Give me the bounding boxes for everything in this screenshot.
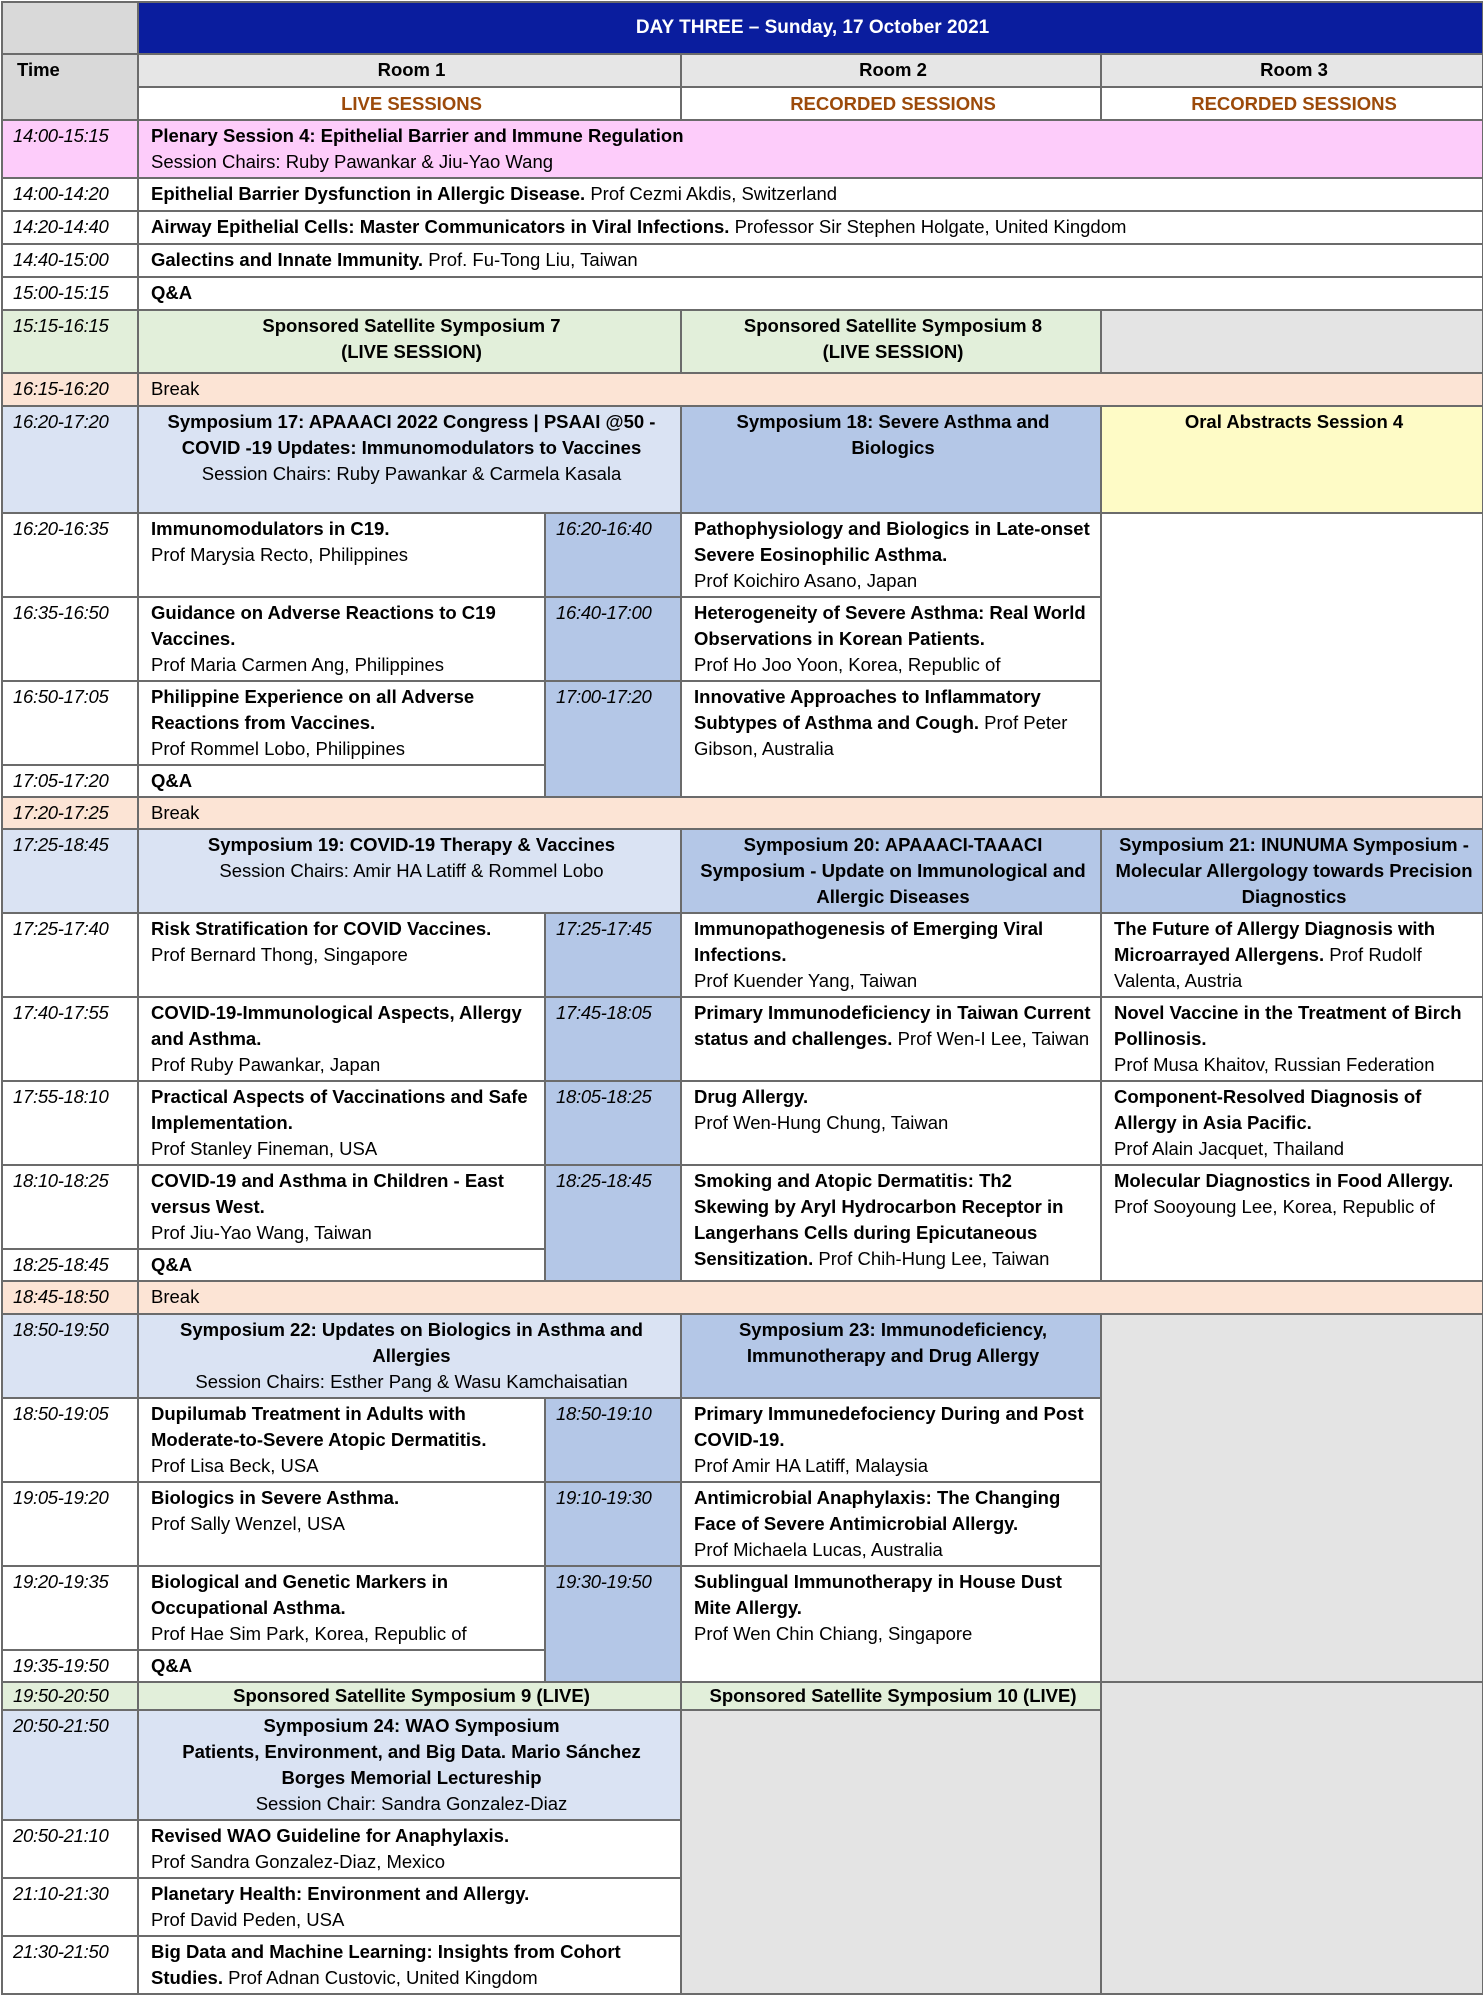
- talk-speaker: Prof Maria Carmen Ang, Philippines: [151, 654, 445, 675]
- talk-cell: [138, 681, 545, 765]
- talk-cell: [681, 681, 1101, 797]
- talk-speaker: Prof Koichiro Asano, Japan: [694, 570, 918, 591]
- symposium-24-header: [138, 1710, 681, 1820]
- talk-speaker: Prof Michaela Lucas, Australia: [694, 1539, 943, 1560]
- session-title: Symposium 19: COVID-19 Therapy & Vaccines: [207, 834, 616, 855]
- break-cell: Break: [138, 1281, 1483, 1314]
- talk-cell: [681, 1081, 1101, 1165]
- satellite-mode: (LIVE SESSION): [822, 341, 964, 362]
- talk-title: The Future of Allergy Diagnosis with Microarrayed Allergens.: [1114, 918, 1436, 965]
- talk-title: COVID-19 and Asthma in Children - East versus West.: [151, 1170, 504, 1217]
- talk-speaker: Prof Stanley Fineman, USA: [151, 1138, 378, 1159]
- talk-speaker: Prof Marysia Recto, Philippines: [151, 544, 409, 565]
- time-cell: 15:15-16:15: [2, 310, 138, 373]
- talk-cell: [138, 997, 545, 1081]
- talk-speaker: Professor Sir Stephen Holgate, United Kingdom: [729, 216, 1127, 237]
- talk-speaker: Prof Alain Jacquet, Thailand: [1114, 1138, 1345, 1159]
- talk-cell: [1101, 1165, 1483, 1281]
- room-2-time-cell: 16:40-17:00: [545, 597, 681, 681]
- talk-speaker: Prof Jiu-Yao Wang, Taiwan: [151, 1222, 372, 1243]
- talk-speaker: Prof Adnan Custovic, United Kingdom: [222, 1967, 538, 1988]
- talk-title: Primary Immunedefociency During and Post COVID-19.: [694, 1403, 1084, 1450]
- talk-cell: [138, 597, 545, 681]
- talk-cell: [681, 913, 1101, 997]
- talk-cell: [138, 211, 1483, 244]
- talk-speaker: Prof Rommel Lobo, Philippines: [151, 738, 405, 759]
- time-cell: 18:50-19:05: [2, 1398, 138, 1482]
- satellite-mode: (LIVE SESSION): [341, 341, 482, 362]
- header-corner: [2, 2, 138, 54]
- talk-speaker: Prof Wen-I Lee, Taiwan: [892, 1028, 1090, 1049]
- talk-title: Molecular Diagnostics in Food Allergy.: [1114, 1170, 1454, 1191]
- time-cell: 19:05-19:20: [2, 1482, 138, 1566]
- talk-cell: [1101, 997, 1483, 1081]
- satellite-symposium-9: Sponsored Satellite Symposium 9 (LIVE): [138, 1682, 681, 1710]
- talk-cell: [681, 1398, 1101, 1482]
- time-cell: 20:50-21:10: [2, 1820, 138, 1878]
- talk-title: Antimicrobial Anaphylaxis: The Changing Face of Severe Antimicrobial Allergy.: [694, 1487, 1061, 1534]
- session-title: Symposium 22: Updates on Biologics in Asthma and Allergies: [180, 1319, 643, 1366]
- talk-speaker: Prof Rudolf Valenta, Austria: [1114, 944, 1422, 991]
- talk-title: Immunomodulators in C19.: [151, 518, 390, 539]
- room-2-header: Room 2: [681, 54, 1101, 87]
- empty-cell: [1101, 310, 1483, 373]
- time-cell: 17:40-17:55: [2, 997, 138, 1081]
- session-title: Plenary Session 4: Epithelial Barrier and Immune Regulation: [151, 125, 684, 146]
- empty-cell: [681, 1710, 1101, 1994]
- talk-title: Guidance on Adverse Reactions to C19 Vaccines.: [151, 602, 496, 649]
- qa-cell: Q&A: [138, 277, 1483, 310]
- plenary-session-cell: [138, 120, 1483, 178]
- day-title: DAY THREE – Sunday, 17 October 2021: [138, 2, 1483, 54]
- talk-speaker: Prof Amir HA Latiff, Malaysia: [694, 1455, 929, 1476]
- talk-title: Biologics in Severe Asthma.: [151, 1487, 400, 1508]
- symposium-21-header: Symposium 21: INUNUMA Symposium - Molecular Allergology towards Precision Diagnostics: [1101, 829, 1483, 913]
- empty-cell: [1101, 1682, 1483, 1994]
- empty-cell: [1101, 1314, 1483, 1682]
- satellite-symposium-10: Sponsored Satellite Symposium 10 (LIVE): [681, 1682, 1101, 1710]
- talk-cell: [681, 997, 1101, 1081]
- talk-cell: [138, 178, 1483, 211]
- time-cell: 16:20-17:20: [2, 406, 138, 513]
- talk-cell: [138, 244, 1483, 277]
- talk-cell: [138, 1936, 681, 1994]
- talk-title: Risk Stratification for COVID Vaccines.: [151, 918, 492, 939]
- talk-speaker: Prof Sally Wenzel, USA: [151, 1513, 345, 1534]
- talk-title: Smoking and Atopic Dermatitis: Th2 Skewing by Aryl Hydrocarbon Receptor in Langerhans Cells during Epicutaneous Sensitization.: [694, 1170, 1064, 1269]
- talk-cell: [681, 1566, 1101, 1682]
- talk-cell: [138, 1878, 681, 1936]
- talk-title: Revised WAO Guideline for Anaphylaxis.: [151, 1825, 510, 1846]
- time-cell: 17:20-17:25: [2, 797, 138, 829]
- talk-title: Philippine Experience on all Adverse Reactions from Vaccines.: [151, 686, 475, 733]
- session-chairs: Session Chairs: Ruby Pawankar & Carmela Kasala: [201, 463, 622, 484]
- talk-title: Biological and Genetic Markers in Occupational Asthma.: [151, 1571, 449, 1618]
- talk-title: Primary Immunodeficiency in Taiwan Current status and challenges.: [694, 1002, 1091, 1049]
- room-1-mode: LIVE SESSIONS: [138, 87, 681, 120]
- session-title: Symposium 24: WAO Symposium: [263, 1715, 560, 1736]
- talk-cell: [1101, 913, 1483, 997]
- session-chairs: Session Chairs: Esther Pang & Wasu Kamchaisatian: [195, 1371, 628, 1392]
- room-2-time-cell: 16:20-16:40: [545, 513, 681, 597]
- room-2-time-cell: 18:50-19:10: [545, 1398, 681, 1482]
- talk-cell: [138, 1081, 545, 1165]
- qa-cell: Q&A: [138, 1249, 545, 1281]
- talk-title: Heterogeneity of Severe Asthma: Real World Observations in Korean Patients.: [694, 602, 1086, 649]
- talk-title: Immunopathogenesis of Emerging Viral Infections.: [694, 918, 1044, 965]
- talk-cell: [681, 1165, 1101, 1281]
- time-cell: 16:35-16:50: [2, 597, 138, 681]
- room-2-time-cell: 18:25-18:45: [545, 1165, 681, 1281]
- talk-title: Airway Epithelial Cells: Master Communicators in Viral Infections.: [151, 216, 730, 237]
- room-2-time-cell: 17:45-18:05: [545, 997, 681, 1081]
- talk-speaker: Prof Musa Khaitov, Russian Federation: [1114, 1054, 1435, 1075]
- satellite-title: Sponsored Satellite Symposium 7: [262, 315, 561, 336]
- time-cell: 17:25-17:40: [2, 913, 138, 997]
- time-cell: 14:00-14:20: [2, 178, 138, 211]
- time-cell: 18:45-18:50: [2, 1281, 138, 1314]
- talk-speaker: Prof Peter Gibson, Australia: [694, 712, 1068, 759]
- program-table: [1, 1, 1483, 1995]
- talk-cell: [138, 913, 545, 997]
- talk-cell: [138, 1165, 545, 1249]
- break-cell: Break: [138, 373, 1483, 406]
- symposium-19-header: [138, 829, 681, 913]
- break-cell: Break: [138, 797, 1483, 829]
- symposium-17-header: [138, 406, 681, 513]
- time-cell: 16:15-16:20: [2, 373, 138, 406]
- time-cell: 20:50-21:50: [2, 1710, 138, 1820]
- talk-title: Dupilumab Treatment in Adults with Moderate-to-Severe Atopic Dermatitis.: [151, 1403, 487, 1450]
- talk-speaker: Prof Ruby Pawankar, Japan: [151, 1054, 381, 1075]
- talk-title: Galectins and Innate Immunity.: [151, 249, 424, 270]
- time-cell: 19:35-19:50: [2, 1650, 138, 1682]
- qa-cell: Q&A: [138, 1650, 545, 1682]
- time-cell: 14:40-15:00: [2, 244, 138, 277]
- talk-speaker: Prof. Fu-Tong Liu, Taiwan: [423, 249, 638, 270]
- talk-title: Drug Allergy.: [694, 1086, 809, 1107]
- time-cell: 21:10-21:30: [2, 1878, 138, 1936]
- session-subtitle: Patients, Environment, and Big Data. Mario Sánchez Borges Memorial Lectureship: [182, 1741, 641, 1788]
- talk-cell: [138, 513, 545, 597]
- talk-cell: [681, 513, 1101, 597]
- talk-title: Epithelial Barrier Dysfunction in Allergic Disease.: [151, 183, 586, 204]
- time-cell: 21:30-21:50: [2, 1936, 138, 1994]
- room-2-time-cell: 17:00-17:20: [545, 681, 681, 797]
- talk-title: Planetary Health: Environment and Allergy.: [151, 1883, 530, 1904]
- talk-cell: [138, 1566, 545, 1650]
- talk-speaker: Prof Sandra Gonzalez-Diaz, Mexico: [151, 1851, 446, 1872]
- talk-speaker: Prof Wen-Hung Chung, Taiwan: [694, 1112, 949, 1133]
- empty-cell: [1101, 513, 1483, 797]
- satellite-symposium-7: [138, 310, 681, 373]
- session-title: Symposium 17: APAAACI 2022 Congress | PSAAI @50 - COVID -19 Updates: Immunomodulators to Vaccines: [167, 411, 656, 458]
- symposium-20-header: Symposium 20: APAAACI-TAAACI Symposium - Update on Immunological and Allergic Diseases: [681, 829, 1101, 913]
- talk-speaker: Prof Cezmi Akdis, Switzerland: [585, 183, 838, 204]
- satellite-symposium-8: [681, 310, 1101, 373]
- talk-title: Practical Aspects of Vaccinations and Safe Implementation.: [151, 1086, 528, 1133]
- room-2-time-cell: 19:10-19:30: [545, 1482, 681, 1566]
- qa-cell: Q&A: [138, 765, 545, 797]
- time-cell: 14:20-14:40: [2, 211, 138, 244]
- time-cell: 19:20-19:35: [2, 1566, 138, 1650]
- talk-title: COVID-19-Immunological Aspects, Allergy and Asthma.: [151, 1002, 522, 1049]
- room-3-header: Room 3: [1101, 54, 1483, 87]
- room-2-time-cell: 17:25-17:45: [545, 913, 681, 997]
- session-chairs: Session Chairs: Amir HA Latiff & Rommel Lobo: [219, 860, 604, 881]
- talk-title: Innovative Approaches to Inflammatory Subtypes of Asthma and Cough.: [694, 686, 1041, 733]
- time-cell: 14:00-15:15: [2, 120, 138, 178]
- room-2-mode: RECORDED SESSIONS: [681, 87, 1101, 120]
- talk-cell: [681, 1482, 1101, 1566]
- time-cell: 19:50-20:50: [2, 1682, 138, 1710]
- talk-speaker: Prof Ho Joo Yoon, Korea, Republic of: [694, 654, 1001, 675]
- talk-speaker: Prof Lisa Beck, USA: [151, 1455, 319, 1476]
- satellite-title: Sponsored Satellite Symposium 8: [743, 315, 1043, 336]
- time-cell: 16:20-16:35: [2, 513, 138, 597]
- symposium-23-header: Symposium 23: Immunodeficiency, Immunotherapy and Drug Allergy: [681, 1314, 1101, 1398]
- room-2-time-cell: 18:05-18:25: [545, 1081, 681, 1165]
- room-1-header: Room 1: [138, 54, 681, 87]
- time-cell: 17:05-17:20: [2, 765, 138, 797]
- talk-cell: [1101, 1081, 1483, 1165]
- time-cell: 17:55-18:10: [2, 1081, 138, 1165]
- time-cell: 16:50-17:05: [2, 681, 138, 765]
- oral-abstracts-4-header: Oral Abstracts Session 4: [1101, 406, 1483, 513]
- talk-title: Novel Vaccine in the Treatment of Birch Pollinosis.: [1114, 1002, 1462, 1049]
- talk-title: Pathophysiology and Biologics in Late-onset Severe Eosinophilic Asthma.: [694, 518, 1090, 565]
- talk-speaker: Prof David Peden, USA: [151, 1909, 345, 1930]
- talk-speaker: Prof Wen Chin Chiang, Singapore: [694, 1623, 973, 1644]
- talk-cell: [138, 1482, 545, 1566]
- time-cell: 18:10-18:25: [2, 1165, 138, 1249]
- talk-cell: [138, 1398, 545, 1482]
- time-column-header: Time: [2, 54, 138, 120]
- talk-speaker: Prof Sooyoung Lee, Korea, Republic of: [1114, 1196, 1435, 1217]
- time-cell: 17:25-18:45: [2, 829, 138, 913]
- talk-speaker: Prof Kuender Yang, Taiwan: [694, 970, 918, 991]
- symposium-18-header: Symposium 18: Severe Asthma and Biologics: [681, 406, 1101, 513]
- time-cell: 18:25-18:45: [2, 1249, 138, 1281]
- time-cell: 18:50-19:50: [2, 1314, 138, 1398]
- room-2-time-cell: 19:30-19:50: [545, 1566, 681, 1682]
- talk-speaker: Prof Bernard Thong, Singapore: [151, 944, 408, 965]
- talk-cell: [138, 1820, 681, 1878]
- talk-cell: [681, 597, 1101, 681]
- talk-title: Big Data and Machine Learning: Insights from Cohort Studies.: [151, 1941, 621, 1988]
- talk-title: Component-Resolved Diagnosis of Allergy in Asia Pacific.: [1114, 1086, 1422, 1133]
- session-chairs: Session Chair: Sandra Gonzalez-Diaz: [255, 1793, 568, 1814]
- symposium-22-header: [138, 1314, 681, 1398]
- talk-title: Sublingual Immunotherapy in House Dust Mite Allergy.: [694, 1571, 1062, 1618]
- talk-speaker: Prof Hae Sim Park, Korea, Republic of: [151, 1623, 467, 1644]
- time-cell: 15:00-15:15: [2, 277, 138, 310]
- room-3-mode: RECORDED SESSIONS: [1101, 87, 1483, 120]
- talk-speaker: Prof Chih-Hung Lee, Taiwan: [813, 1248, 1050, 1269]
- session-chairs: Session Chairs: Ruby Pawankar & Jiu-Yao Wang: [151, 151, 554, 172]
